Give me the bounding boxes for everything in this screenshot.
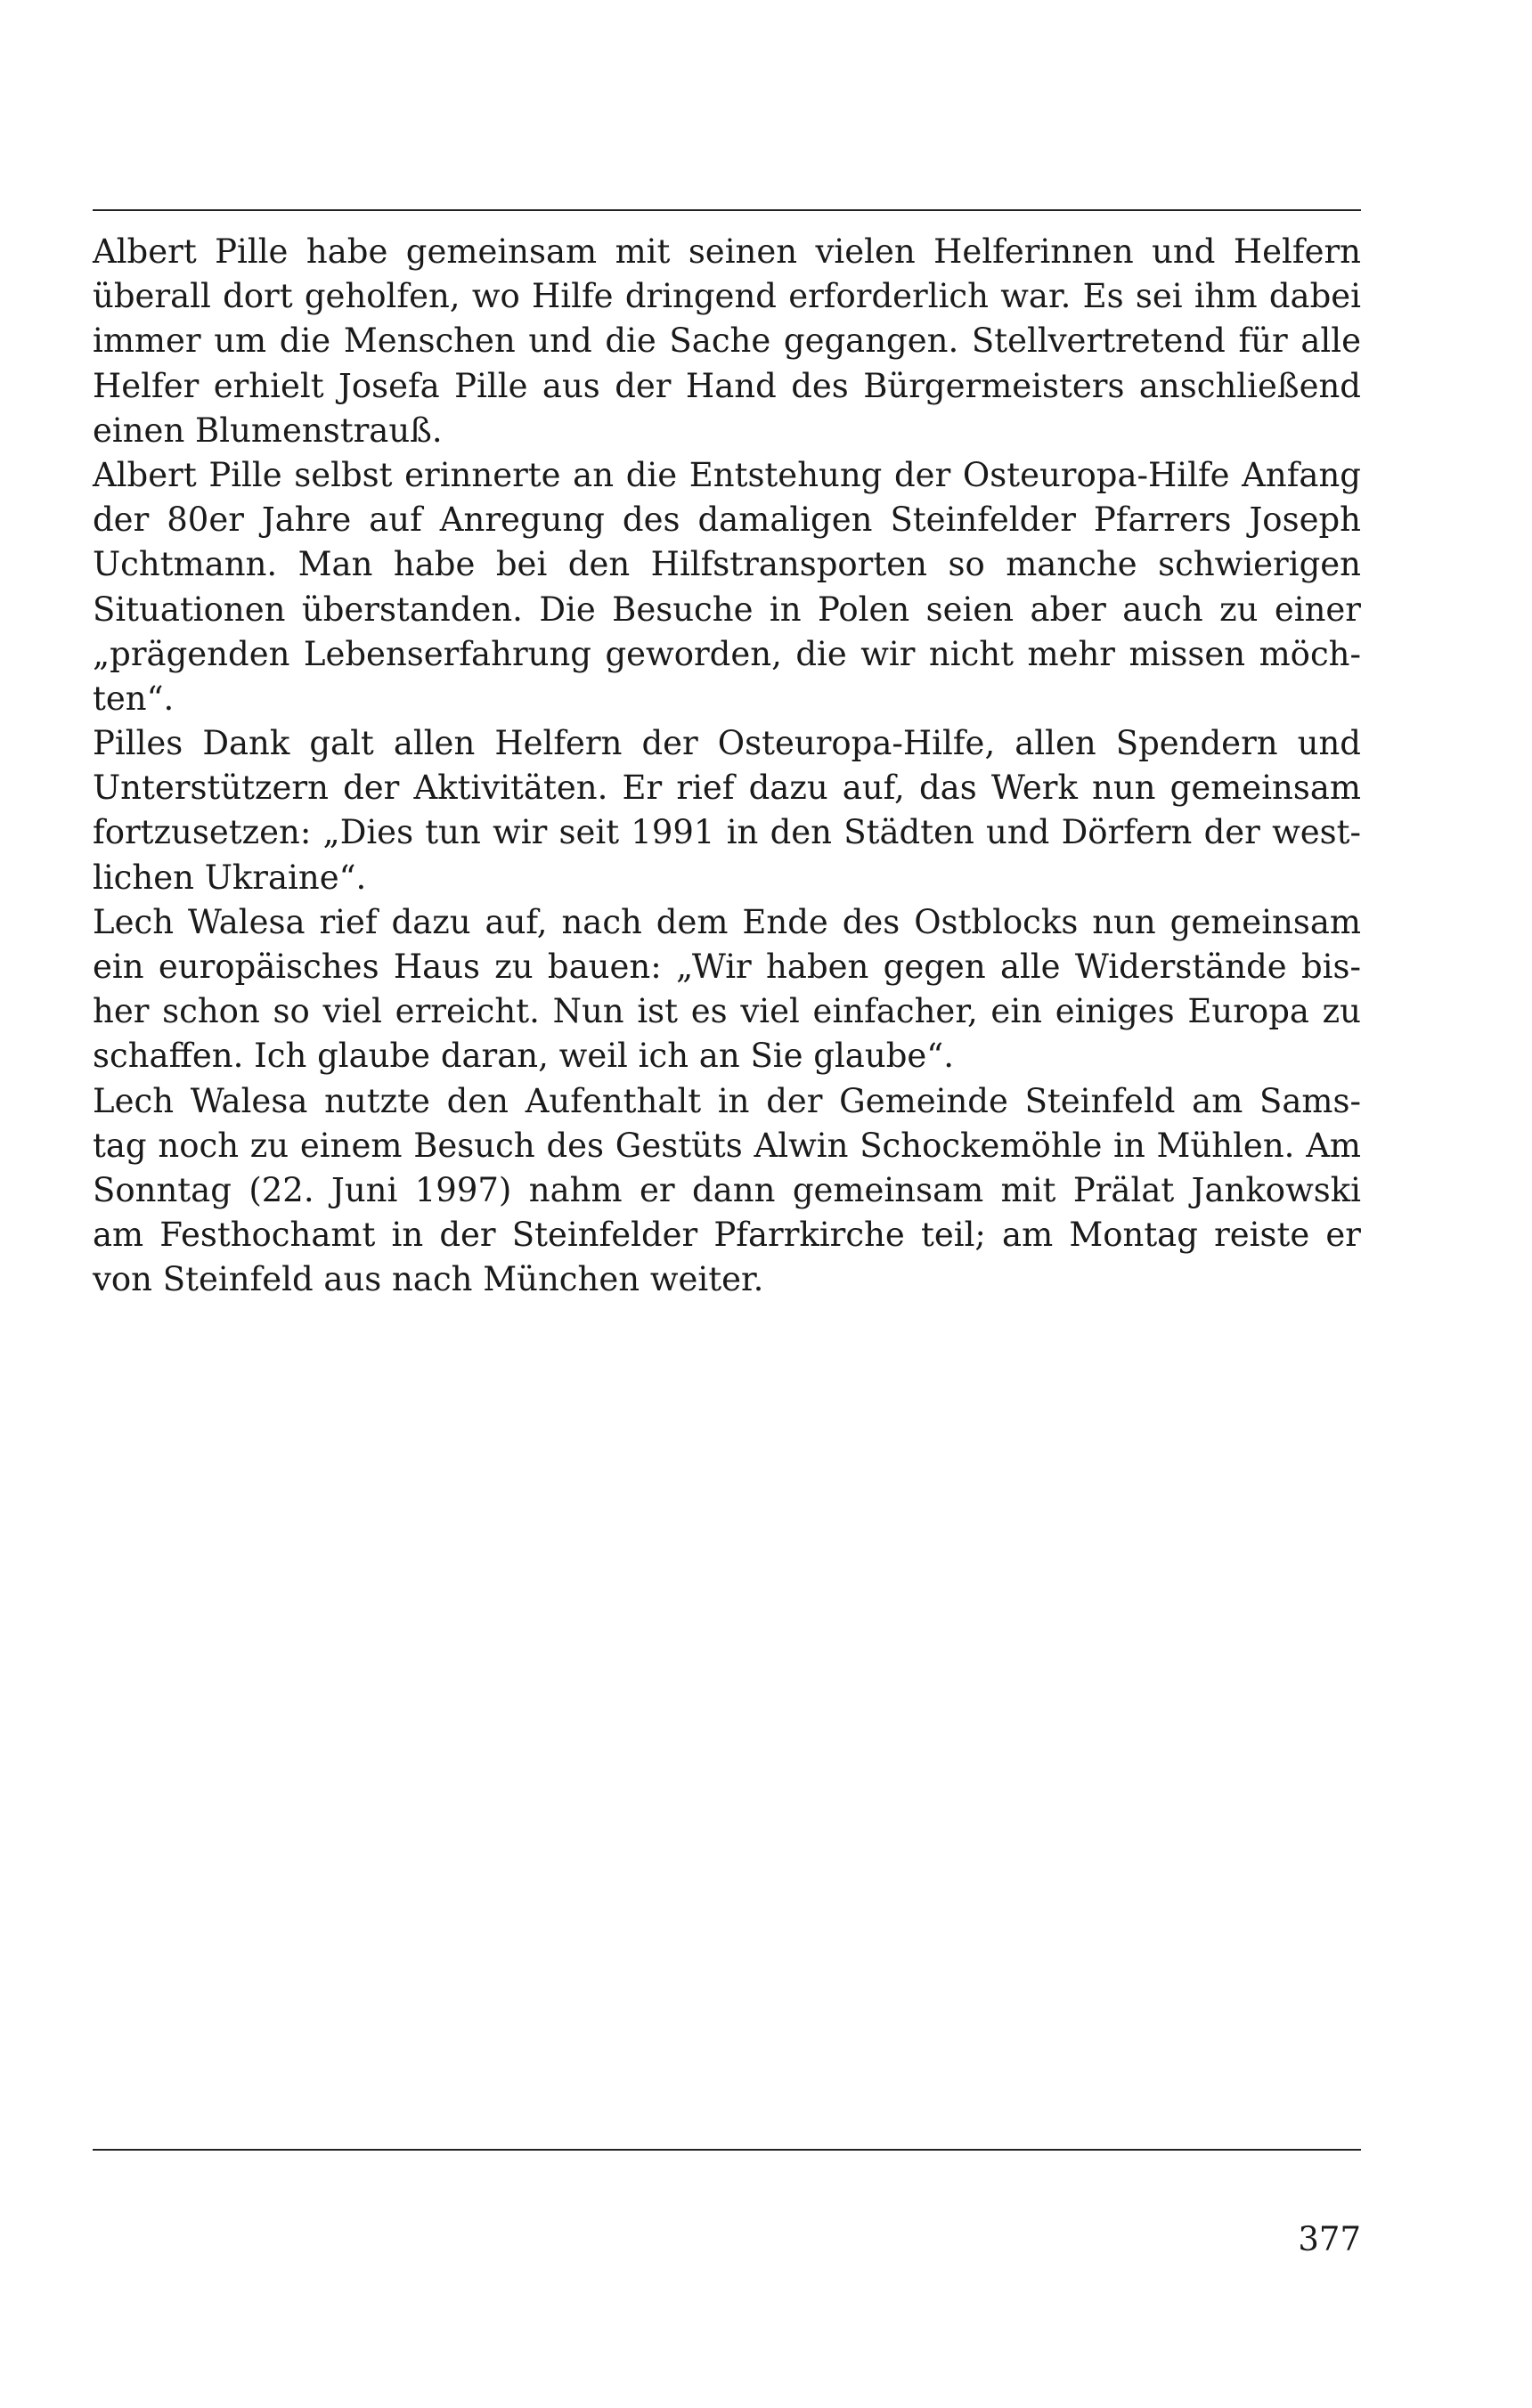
- text-line: der 80er Jahre auf Anregung des damaligen Steinfelder Pfarrers Joseph: [93, 500, 1361, 540]
- text-line: am Festhochamt in der Steinfelder Pfarrkirche teil; am Montag reiste er: [93, 1216, 1361, 1255]
- text-line: überall dort geholfen, wo Hilfe dringend erforderlich war. Es sei ihm dabei: [93, 277, 1361, 316]
- text-line: Helfer erhielt Josefa Pille aus der Hand des Bürgermeisters anschließend: [93, 366, 1361, 405]
- page-number: 377: [1298, 2220, 1361, 2258]
- text-line: Lech Walesa rief dazu auf, nach dem Ende des Ostblocks nun gemeinsam: [93, 902, 1361, 941]
- text-line: Situationen überstanden. Die Besuche in Polen seien aber auch zu einer: [93, 590, 1361, 629]
- text-line: Unterstützern der Aktivitäten. Er rief dazu auf, das Werk nun gemeinsam: [93, 769, 1361, 808]
- header-rule: [93, 209, 1361, 211]
- text-line: „prägenden Lebenserfahrung geworden, die wir nicht mehr missen möch-: [93, 634, 1361, 673]
- paragraph: [93, 721, 1361, 900]
- paragraph: [93, 1079, 1361, 1303]
- text-line: tag noch zu einem Besuch des Gestüts Alwin Schockemöhle in Mühlen. Am: [93, 1126, 1361, 1165]
- text-line: Uchtmann. Man habe bei den Hilfstransporten so manche schwierigen: [93, 545, 1361, 584]
- text-line: Pilles Dank galt allen Helfern der Osteuropa-Hilfe, allen Spendern und: [93, 724, 1361, 763]
- text-line: schaffen. Ich glaube daran, weil ich an Sie glaube“.: [93, 1037, 954, 1076]
- footer-rule: [93, 2149, 1361, 2151]
- paragraph: [93, 453, 1361, 721]
- text-line: Albert Pille selbst erinnerte an die Entstehung der Osteuropa-Hilfe Anfang: [93, 455, 1361, 494]
- text-line: ten“.: [93, 679, 175, 718]
- body-text: [93, 230, 1361, 1303]
- text-line: Lech Walesa nutzte den Aufenthalt in der Gemeinde Steinfeld am Sams-: [93, 1081, 1361, 1120]
- text-line: ein europäisches Haus zu bauen: „Wir haben gegen alle Widerstände bis-: [93, 948, 1361, 986]
- text-line: einen Blumenstrauß.: [93, 411, 443, 450]
- text-line: her schon so viel erreicht. Nun ist es viel einfacher, ein einiges Europa zu: [93, 992, 1361, 1031]
- paragraph: [93, 230, 1361, 453]
- text-line: lichen Ukraine“.: [93, 858, 367, 897]
- text-line: fortzusetzen: „Dies tun wir seit 1991 in den Städten und Dörfern der west-: [93, 813, 1361, 852]
- paragraph: [93, 900, 1361, 1079]
- text-line: Sonntag (22. Juni 1997) nahm er dann gemeinsam mit Prälat Jankowski: [93, 1170, 1361, 1209]
- text-line: Albert Pille habe gemeinsam mit seinen vielen Helferinnen und Helfern: [93, 232, 1361, 271]
- text-line: immer um die Menschen und die Sache gegangen. Stellvertretend für alle: [93, 321, 1361, 361]
- text-line: von Steinfeld aus nach München weiter.: [93, 1260, 764, 1299]
